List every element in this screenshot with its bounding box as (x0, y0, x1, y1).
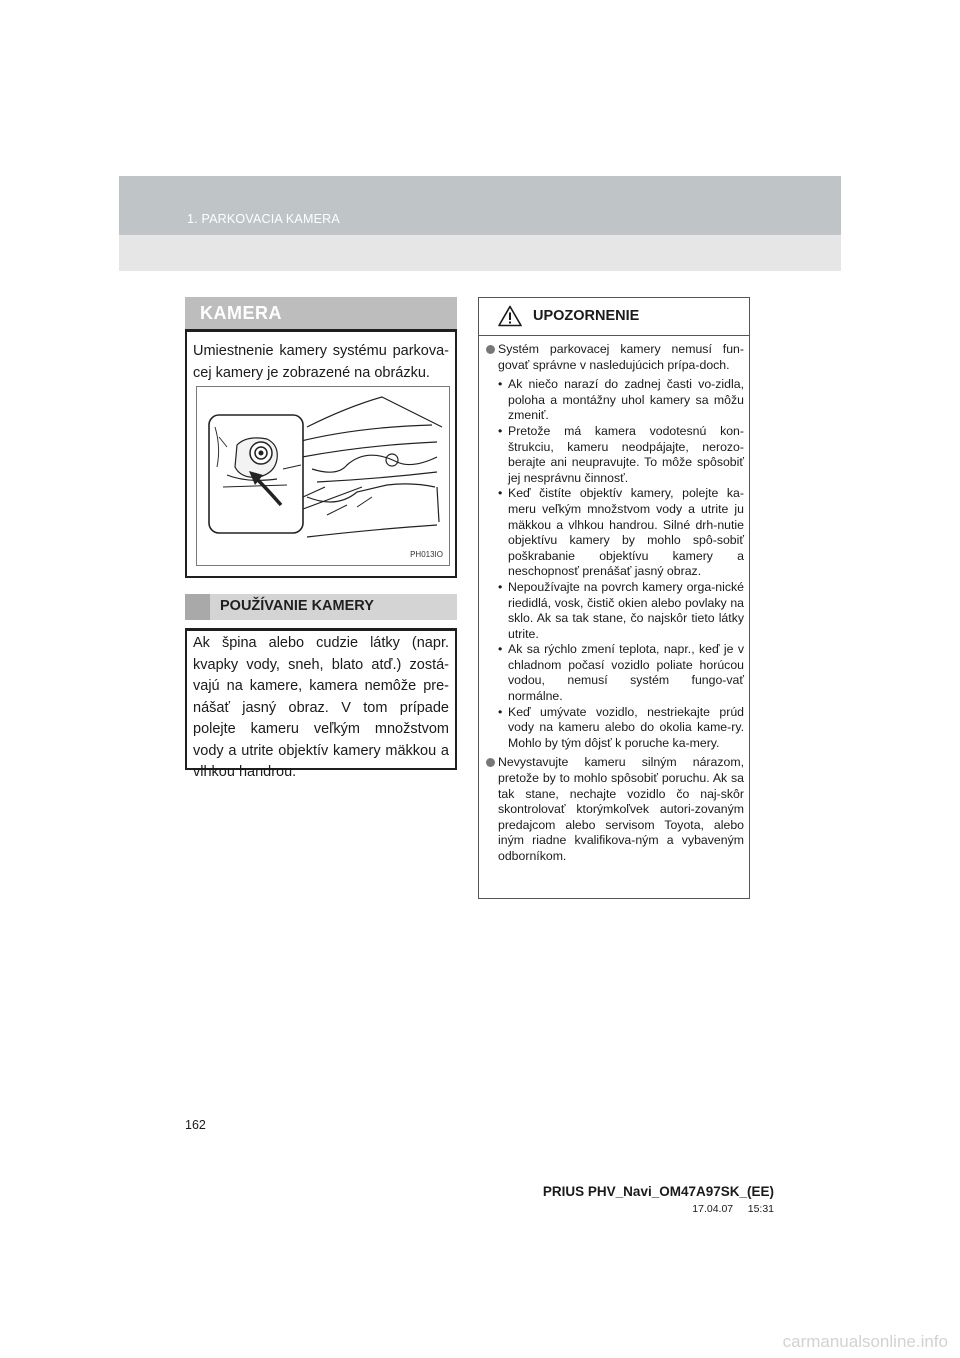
rear-bumper-camera-illustration (197, 387, 449, 565)
page-number: 162 (185, 1118, 206, 1132)
bullet: • (498, 423, 503, 438)
watermark: carmanualsonline.info (782, 1332, 948, 1351)
caution-title: UPOZORNENIE (533, 308, 640, 324)
chapter-header (119, 176, 841, 271)
caution-subitem: • Ak sa rýchlo zmení teplota, napr., keď je v chladnom počasí vozidlo poliate horúcou vodou, nemusí systém fungo-vať normálne. (498, 642, 744, 704)
caution-item (486, 342, 744, 373)
caution-subitem: • Ak niečo narazí do zadnej časti vo-zidla, poloha a montážny uhol kamery sa môžu zmeniť. (498, 377, 744, 423)
caution-item (486, 755, 744, 864)
camera-cleaning-text: Ak špina alebo cudzie látky (napr. kvapky vody, sneh, blato atď.) zostá-vajú na kamere, kamera nemôže pre-nášať jasný obraz. V tom prípade polejte kameru veľkým množstvom vody a utrite objektív kamery mäkkou a vlhkou handrou. (193, 635, 449, 780)
bullet: • (498, 704, 503, 719)
print-timestamp: 17.04.07 15:31 (692, 1203, 774, 1215)
caution-header (479, 298, 749, 336)
section-tab-marker (185, 594, 210, 620)
section-heading-pouzivanie (185, 594, 457, 620)
caution-subitem: • Keď umývate vozidlo, nestriekajte prúd vody na kameru alebo do okolia kame-ry. Mohlo by tým dôjsť k poruche ka-mery. (498, 704, 744, 750)
section-box-pouzivanie (185, 628, 457, 780)
caution-subitem: • Pretože má kamera vodotesnú kon-štrukciu, kameru neodpájajte, nerozo-berajte ani neupravujte. To môže spôsobiť jej nesprávnu činnosť. (498, 423, 744, 485)
warning-triangle-icon (498, 305, 522, 327)
bullet: • (498, 579, 503, 594)
bullet: • (498, 486, 503, 501)
section-heading-label: POUŽÍVANIE KAMERY (220, 598, 374, 614)
document-id: PRIUS PHV_Navi_OM47A97SK_(EE) (542, 1184, 774, 1199)
caution-item-text: Systém parkovacej kamery nemusí fun-govať správne v nasledujúcich prípa-doch. (498, 342, 744, 372)
camera-location-text: Umiestnenie kamery systému parkova-cej kamery je zobrazené na obrázku. (193, 343, 449, 381)
bullet: • (498, 642, 503, 657)
bullet: • (498, 377, 503, 392)
chapter-title: 1. PARKOVACIA KAMERA (187, 212, 340, 226)
section-heading-kamera (185, 297, 457, 332)
caution-box (478, 297, 750, 899)
section-box-kamera (185, 332, 457, 578)
section-heading-label: KAMERA (200, 303, 282, 323)
chapter-header-bar (119, 176, 841, 235)
camera-location-figure (196, 386, 450, 566)
caution-subitem: • Keď čistíte objektív kamery, polejte ka-meru veľkým množstvom vody a utrite ju mäkkou a vlhkou handrou. Silné drh-nutie objektívu kamery by mohlo spô-sobiť poškrabanie objektívu kamery a neschopnosť prenášať jasný obraz. (498, 486, 744, 579)
caution-item-text: Nevystavujte kameru silným nárazom, pretože by to mohlo spôsobiť poruchu. Ak sa tak stane, nechajte vozidlo čo naj-skôr skontrolovať ktorýmkoľvek autori-zovaným predajcom alebo servisom Toyota, alebo iným riadne kvalifikova-ným a vybaveným odborníkom. (498, 755, 744, 863)
bullet-dot-icon (486, 758, 495, 767)
caution-body (486, 342, 744, 869)
figure-code: PH013IO (410, 550, 443, 559)
bullet-dot-icon (486, 345, 495, 354)
caution-subitem: • Nepoužívajte na povrch kamery orga-nické riedidlá, vosk, čistič okien alebo povlaky na sklo. Ak sa tak stane, čo najskôr tieto látky utrite. (498, 579, 744, 641)
